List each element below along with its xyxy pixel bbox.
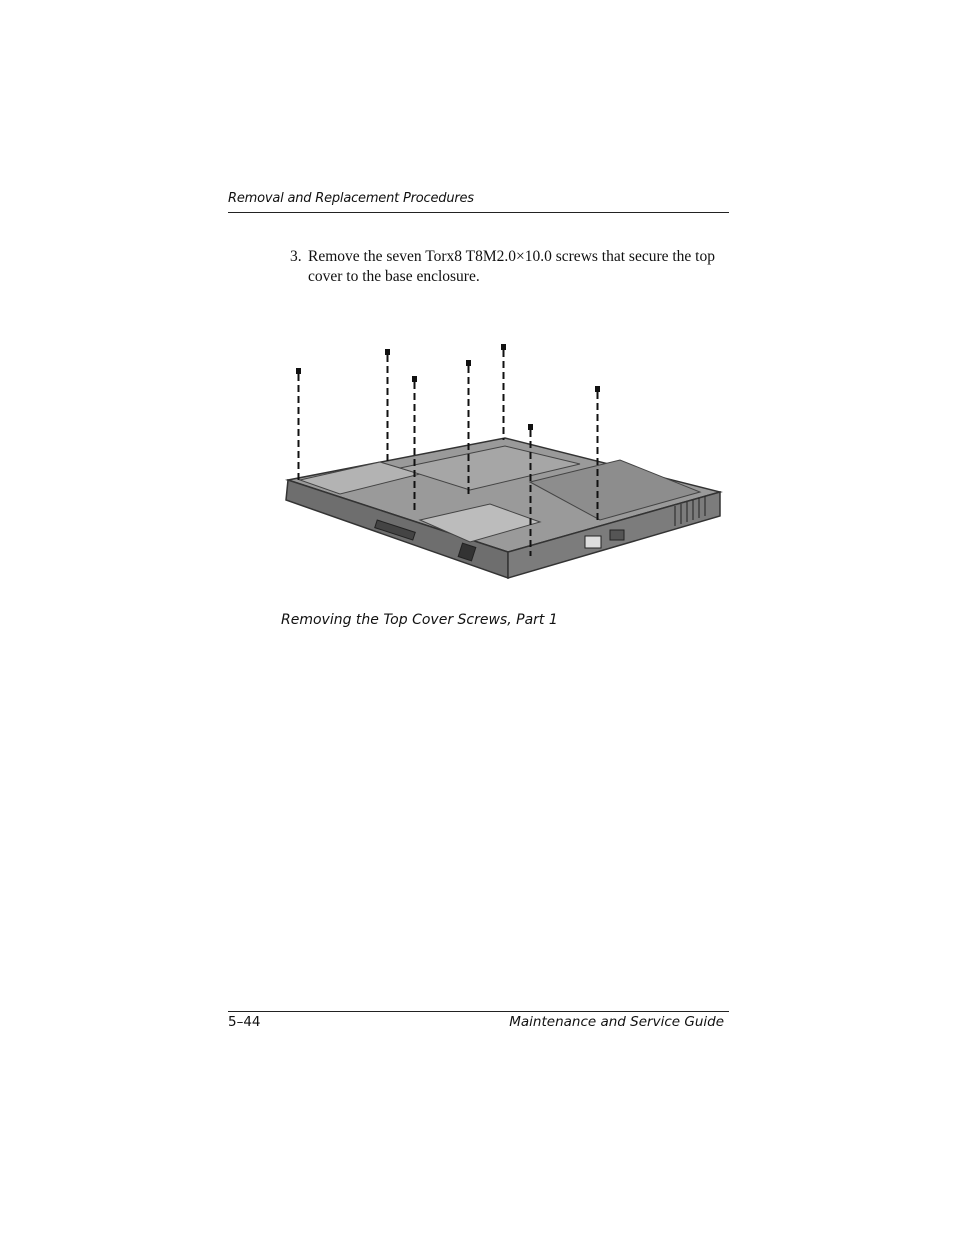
- footer-guide-title: Maintenance and Service Guide: [509, 1014, 724, 1030]
- step-text: Remove the seven Torx8 T8M2.0×10.0 screws that secure the top cover to the base enclosure.: [308, 248, 715, 285]
- screw-5: [501, 344, 506, 440]
- header-rule: [228, 212, 729, 213]
- step-number: 3.: [290, 248, 302, 265]
- top-cover-screws-illustration: [280, 340, 730, 585]
- page-number: 5–44: [228, 1014, 261, 1030]
- header-section-title: Removal and Replacement Procedures: [228, 191, 474, 206]
- port-b: [610, 530, 624, 540]
- screw-1: [296, 368, 301, 482]
- procedure-step: [290, 247, 735, 287]
- port-a: [585, 536, 601, 548]
- figure-caption: Removing the Top Cover Screws, Part 1: [281, 612, 558, 628]
- footer-rule: [228, 1011, 729, 1012]
- laptop-base-drawing: [280, 340, 730, 585]
- screw-2: [385, 349, 390, 462]
